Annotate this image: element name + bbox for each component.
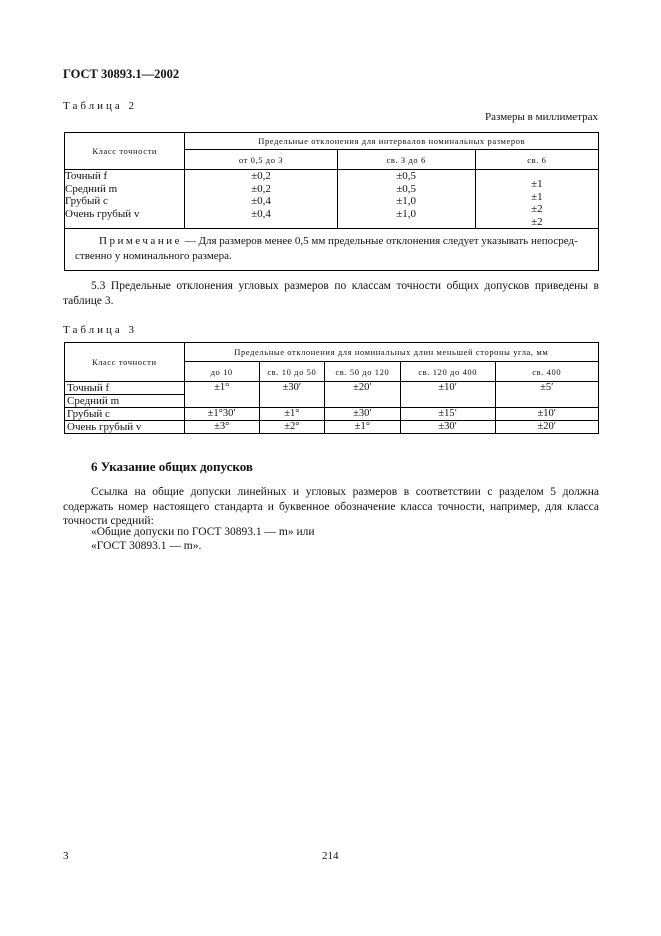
tolerance-value: ±1° bbox=[259, 408, 324, 421]
table-2-group-header: Предельные отклонения для интервалов номинальных размеров bbox=[185, 133, 599, 150]
dimensions-note: Размеры в миллиметрах bbox=[485, 111, 598, 123]
table-3-group-header: Предельные отклонения для номинальных длин меньшей стороны угла, мм bbox=[184, 343, 598, 362]
note-text-continued: ственно у номинального размера. bbox=[75, 250, 232, 262]
table-2 bbox=[64, 132, 599, 271]
class-label: Средний m bbox=[65, 182, 118, 195]
class-label: Точный f bbox=[65, 382, 185, 395]
table-3-range-header: св. 50 до 120 bbox=[324, 362, 400, 382]
tolerance-value: ±1 bbox=[531, 190, 543, 203]
table-3-class-header: Класс точности bbox=[65, 343, 185, 382]
class-label: Очень грубый v bbox=[65, 207, 140, 220]
class-label: Точный f bbox=[65, 170, 108, 182]
table-3 bbox=[64, 342, 599, 434]
section-6-paragraph: Ссылка на общие допуски линейных и угловых размеров в соответствии с разделом 5 должна содержать номер настоящего стандарта и буквенное обозначение класса точности, например, для класса точности средний: bbox=[63, 486, 599, 527]
table-2-note bbox=[65, 229, 599, 271]
table-3-range-header: до 10 bbox=[184, 362, 259, 382]
tolerance-value: ±2 bbox=[531, 203, 543, 215]
tolerance-value: ±30′ bbox=[400, 421, 495, 434]
table-3-range-header: св. 120 до 400 bbox=[400, 362, 495, 382]
sheet-number: 3 bbox=[63, 850, 69, 862]
tolerance-value: ±1 bbox=[531, 178, 543, 190]
table-3-caption: Таблица 3 bbox=[63, 324, 138, 336]
page-number: 214 bbox=[322, 850, 339, 862]
table-2-class-list bbox=[65, 170, 185, 229]
tolerance-value: ±30′ bbox=[324, 408, 400, 421]
paragraph-5-3: 5.3 Предельные отклонения угловых размеров по классам точности общих допусков приведены в таблице 3. bbox=[63, 280, 599, 307]
tolerance-value: ±10′ bbox=[400, 382, 495, 408]
class-label: Очень грубый v bbox=[65, 421, 185, 434]
tolerance-value: ±10′ bbox=[495, 408, 598, 421]
table-2-data-row bbox=[65, 170, 599, 229]
table-3-row-v bbox=[65, 421, 599, 434]
tolerance-value: ±2 bbox=[531, 215, 543, 228]
tolerance-value: ±3° bbox=[184, 421, 259, 434]
tolerance-value: ±0,5 bbox=[396, 170, 417, 182]
example-line-1: «Общие допуски по ГОСТ 30893.1 — m» или bbox=[91, 526, 315, 538]
tolerance-value: ±1,0 bbox=[396, 195, 417, 207]
section-6-title: 6 Указание общих допусков bbox=[91, 459, 253, 474]
class-label: Средний m bbox=[65, 395, 185, 408]
tolerance-value: ±0,2 bbox=[251, 182, 271, 195]
class-label: Грубый c bbox=[65, 195, 108, 207]
tolerance-value: ±0,4 bbox=[251, 195, 271, 207]
table-2-range-header: св. 3 до 6 bbox=[337, 150, 475, 170]
tolerance-value: ±30′ bbox=[259, 382, 324, 408]
tolerance-value: ±1° bbox=[184, 382, 259, 408]
tolerance-value: ±15′ bbox=[400, 408, 495, 421]
table-2-caption: Таблица 2 bbox=[63, 100, 138, 112]
tolerance-value: ±0,5 bbox=[396, 182, 417, 195]
table-2-col-a bbox=[185, 170, 337, 229]
tolerance-value: ±1° bbox=[324, 421, 400, 434]
note-label: Примечание bbox=[99, 235, 182, 247]
table-3-row-c bbox=[65, 408, 599, 421]
tolerance-value: ±20′ bbox=[495, 421, 598, 434]
table-3-range-header: св. 10 до 50 bbox=[259, 362, 324, 382]
tolerance-value: ±5′ bbox=[495, 382, 598, 408]
note-text: — Для размеров менее 0,5 мм предельные отклонения следует указывать непосред- bbox=[181, 235, 578, 247]
tolerance-value: ±20′ bbox=[324, 382, 400, 408]
class-label: Грубый c bbox=[65, 408, 185, 421]
table-3-range-header: св. 400 bbox=[495, 362, 598, 382]
tolerance-value: ±1°30′ bbox=[184, 408, 259, 421]
tolerance-value: ±0,4 bbox=[251, 207, 271, 220]
tolerance-value: ±0,2 bbox=[251, 170, 271, 182]
table-3-row-f bbox=[65, 382, 599, 395]
document-id: ГОСТ 30893.1—2002 bbox=[63, 67, 180, 81]
table-2-col-b bbox=[337, 170, 475, 229]
table-2-range-header: от 0,5 до 3 bbox=[185, 150, 337, 170]
table-2-range-header: св. 6 bbox=[475, 150, 598, 170]
tolerance-value: ±1,0 bbox=[396, 207, 417, 220]
table-2-col-c bbox=[475, 170, 598, 229]
tolerance-value: ±2° bbox=[259, 421, 324, 434]
example-line-2: «ГОСТ 30893.1 — m». bbox=[91, 540, 202, 552]
table-2-class-header: Класс точности bbox=[65, 133, 185, 170]
